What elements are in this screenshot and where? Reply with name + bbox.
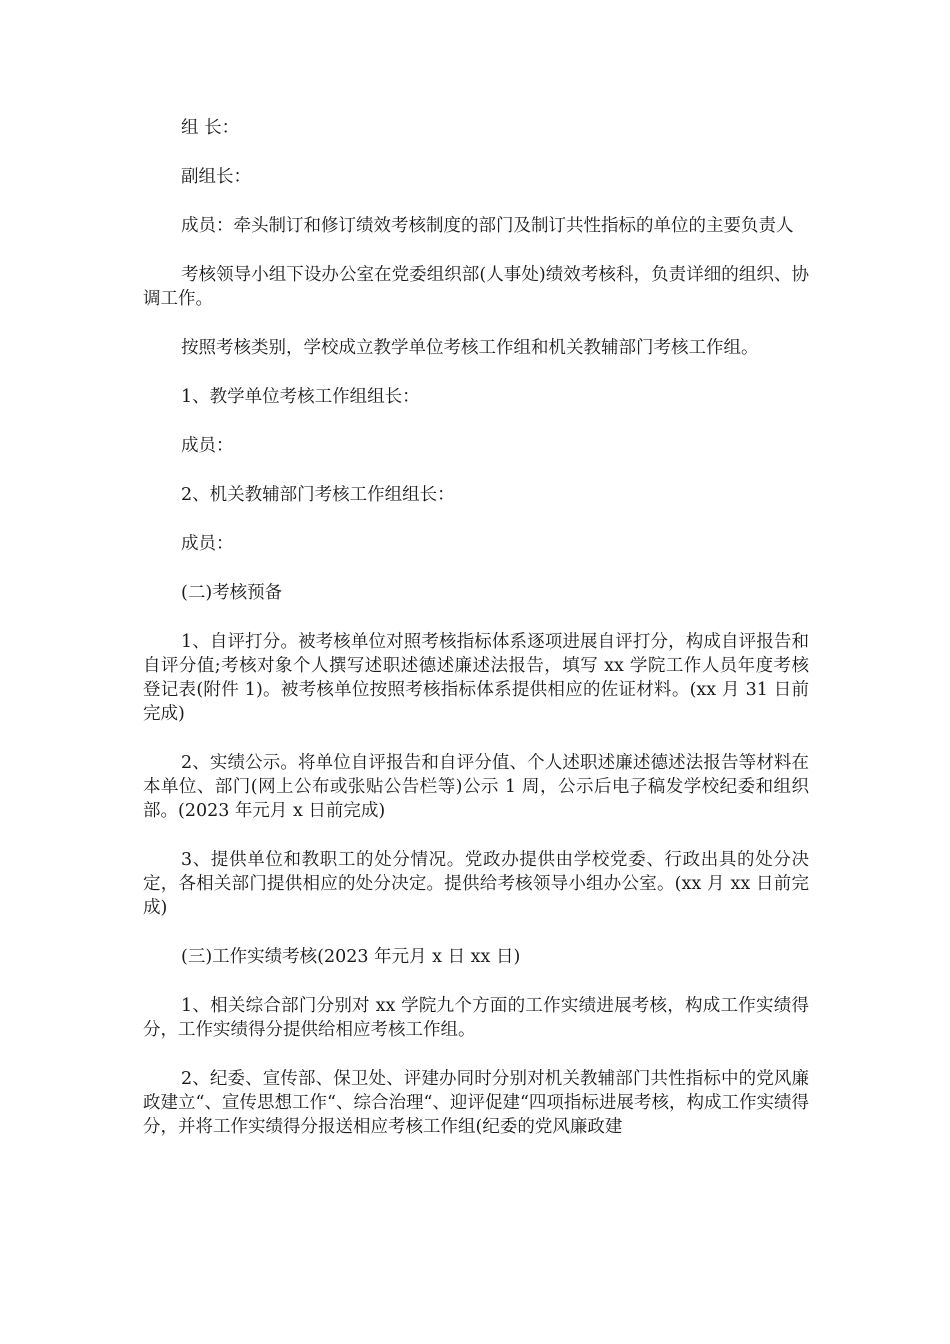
section-heading-performance: (三)工作实绩考核(2023 年元月 x 日 xx 日)	[181, 947, 521, 967]
section-heading-preparation: (二)考核预备	[181, 583, 283, 603]
common-indicators-paragraph: 2、纪委、宣传部、保卫处、评建办同时分别对机关教辅部门共性指标中的党风廉政建立“、宣传思想工作“、综合治理“、迎评促建“四项指标进展考核，构成工作实绩得分，并将工作实绩得分报送相应考核工作组(纪委的党风廉政建	[143, 1069, 809, 1137]
teaching-group-leader-line: 1、教学单位考核工作组组长：	[181, 387, 420, 407]
admin-group-leader-line: 2、机关教辅部门考核工作组组长：	[181, 485, 455, 505]
teaching-group-members-line: 成员：	[181, 436, 234, 456]
members-line: 成员：牵头制订和修订绩效考核制度的部门及制订共性指标的单位的主要负责人	[181, 216, 794, 236]
deputy-leader-line: 副组长：	[181, 167, 251, 187]
document-body	[143, 116, 809, 1164]
self-scoring-paragraph: 1、自评打分。被考核单位对照考核指标体系逐项进展自评打分，构成自评报告和自评分值;考核对象个人撰写述职述德述廉述法报告，填写 xx 学院工作人员年度考核登记表(附件 1)。被考核单位按照考核指标体系提供相应的佐证材料。(xx 月 31 日前完成)	[143, 632, 809, 724]
office-paragraph: 考核领导小组下设办公室在党委组织部(人事处)绩效考核科，负责详细的组织、协调工作。	[143, 265, 809, 309]
comprehensive-departments-paragraph: 1、相关综合部门分别对 xx 学院九个方面的工作实绩进展考核，构成工作实绩得分，工作实绩得分提供给相应考核工作组。	[143, 996, 809, 1040]
disciplinary-paragraph: 3、提供单位和教职工的处分情况。党政办提供由学校党委、行政出具的处分决定，各相关部门提供相应的处分决定。提供给考核领导小组办公室。(xx 月 xx 日前完成)	[143, 850, 809, 918]
admin-group-members-line: 成员：	[181, 534, 234, 554]
publicity-paragraph: 2、实绩公示。将单位自评报告和自评分值、个人述职述廉述德述法报告等材料在本单位、部门(网上公布或张贴公告栏等)公示 1 周，公示后电子稿发学校纪委和组织部。(2023 年元月 x 日前完成)	[143, 753, 809, 821]
leader-line: 组 长：	[181, 118, 240, 138]
working-groups-paragraph: 按照考核类别，学校成立教学单位考核工作组和机关教辅部门考核工作组。	[181, 338, 759, 358]
